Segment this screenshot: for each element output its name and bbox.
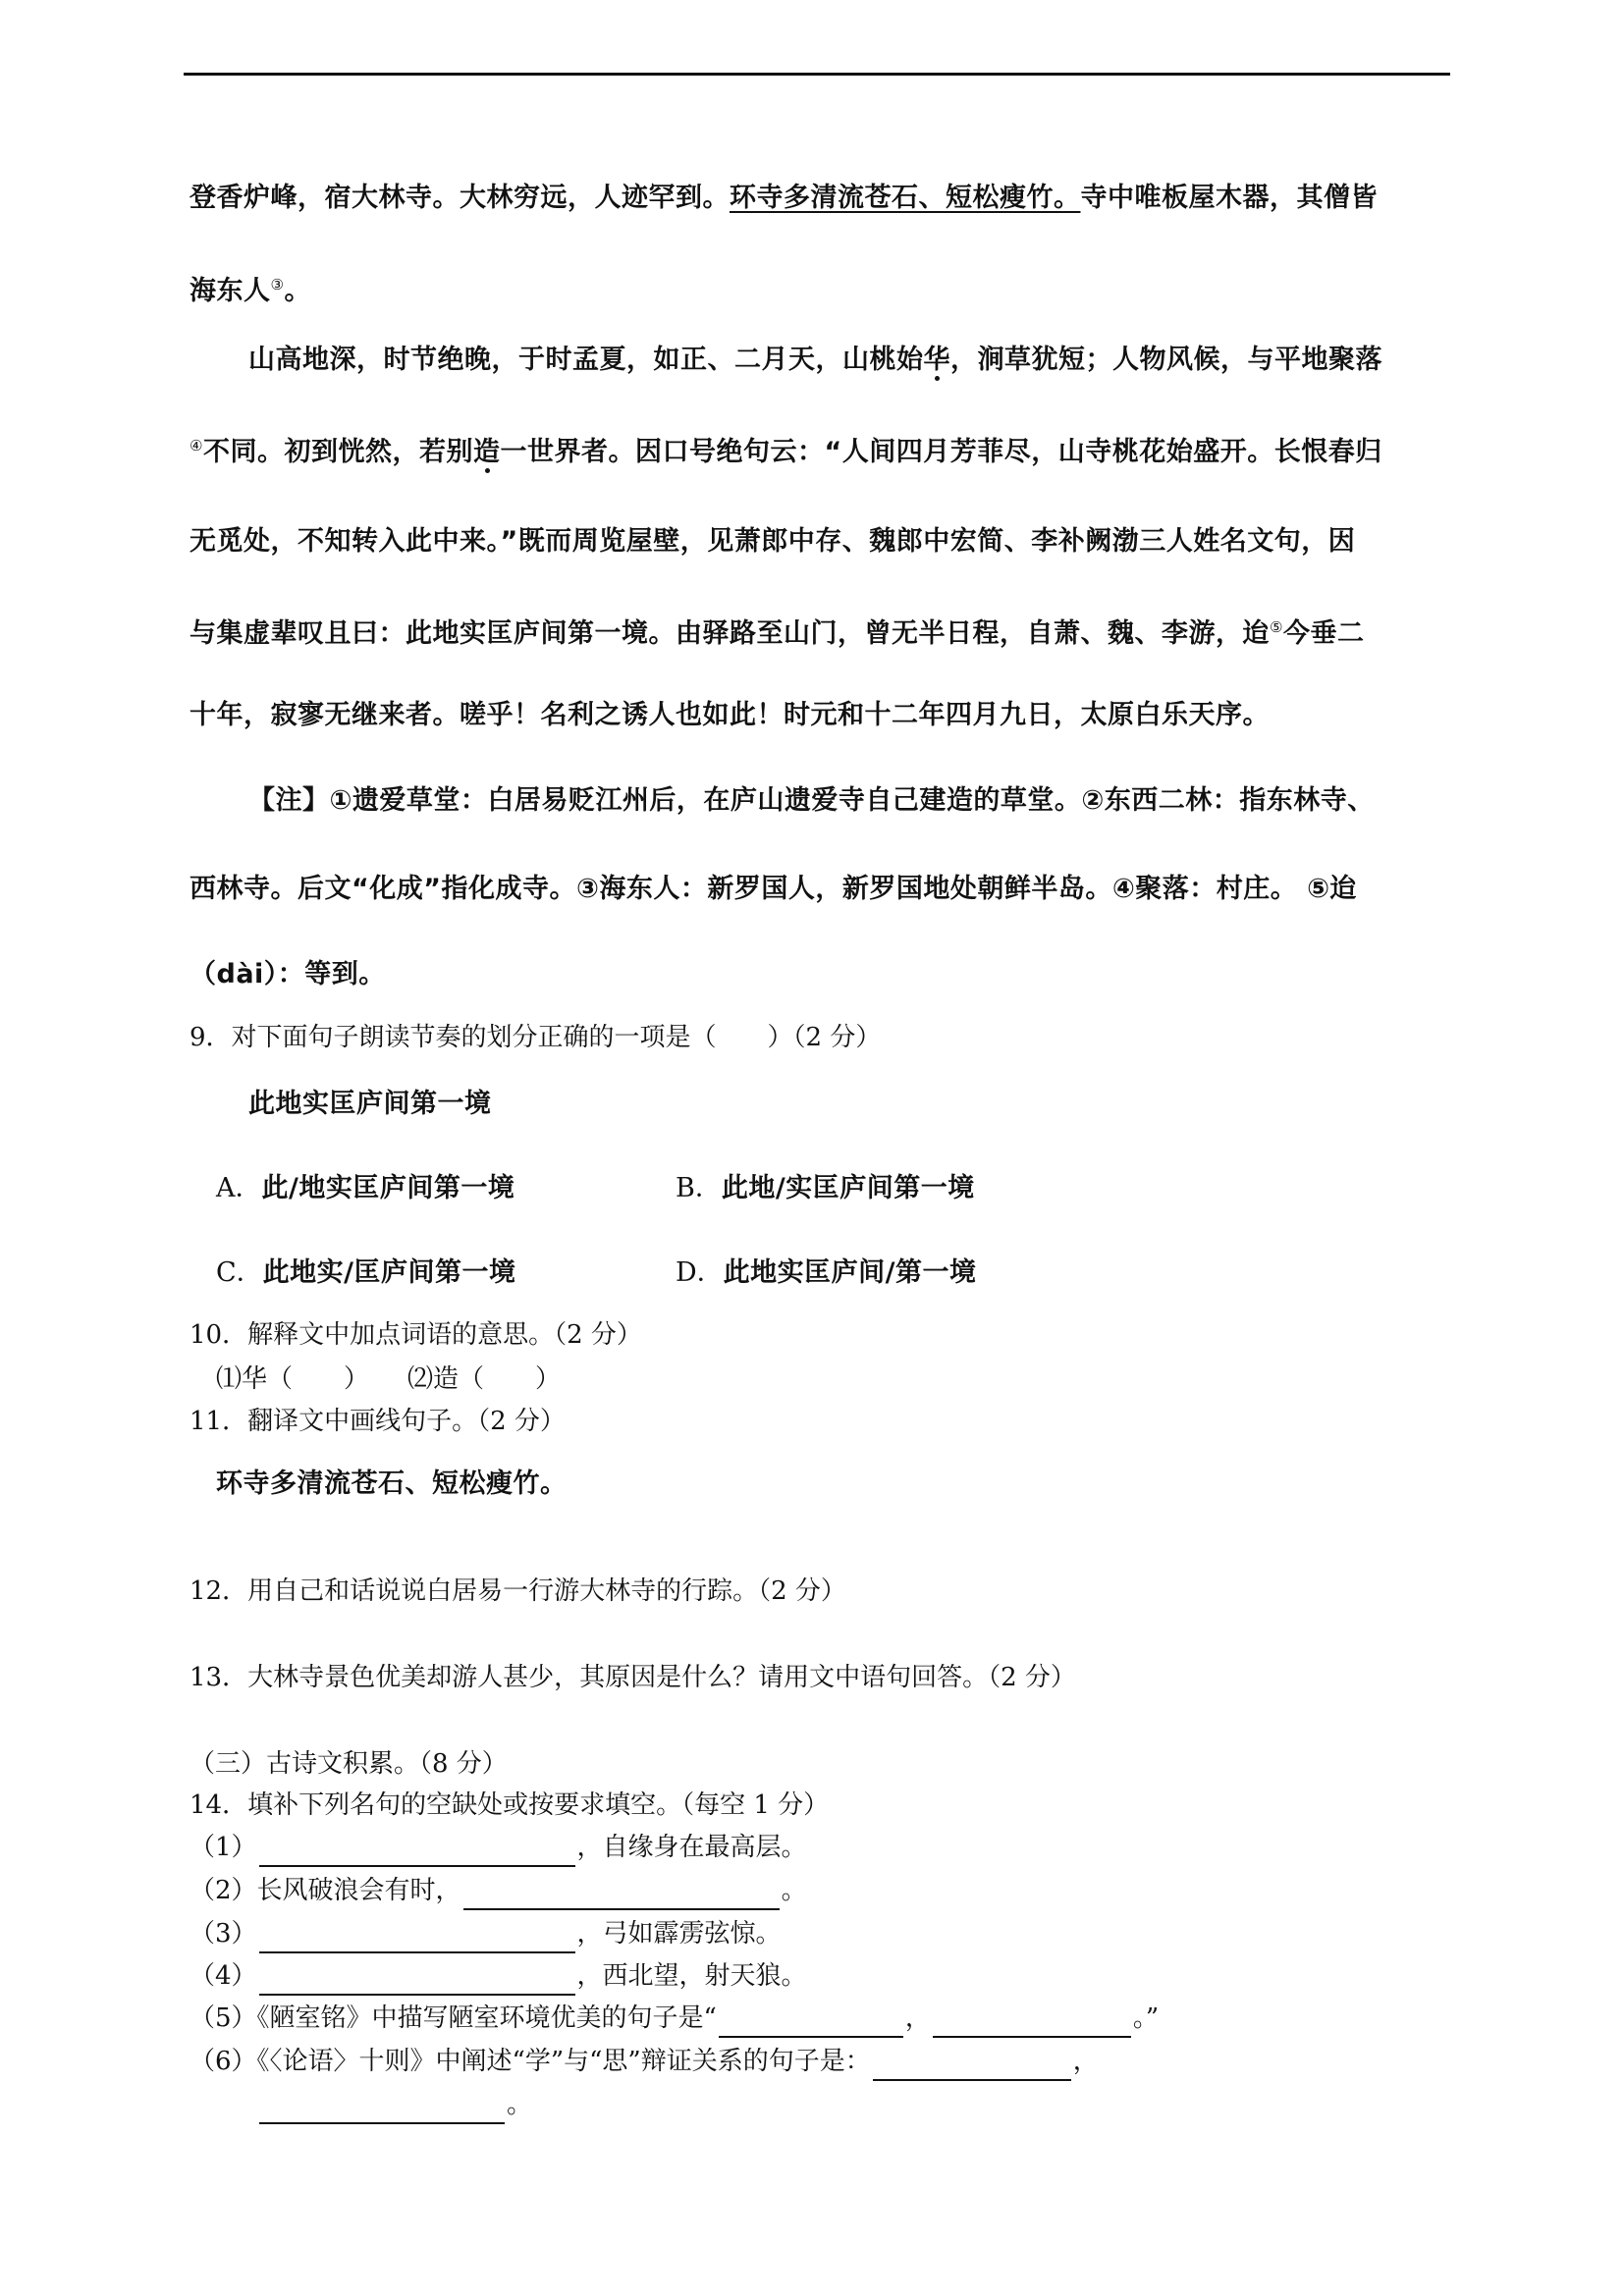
footnote-marker: ④ <box>189 437 203 454</box>
q9-option-d <box>676 1254 977 1293</box>
item-text: 。 <box>781 1876 807 1905</box>
answer-blank[interactable] <box>259 1922 575 1953</box>
header-rule <box>184 73 1450 76</box>
passage-text: ，涧草犹短；人物风候，与平地聚落 <box>950 345 1382 375</box>
option-text: 此地/实匡庐间第一境 <box>721 1173 975 1203</box>
option-text: 此地实/匡庐间第一境 <box>262 1257 516 1288</box>
option-text: 此/地实匡庐间第一境 <box>261 1173 515 1203</box>
item-number: （6） <box>189 2047 257 2076</box>
q13-stem: 13．大林寺景色优美却游人甚少，其原因是什么？请用文中语句回答。（2 分） <box>189 1663 1076 1692</box>
item-text: 《陋室铭》中描写陋室环境优美的句子是“ <box>256 2003 717 2033</box>
q9-sentence: 此地实匡庐间第一境 <box>248 1089 492 1119</box>
answer-blank[interactable] <box>719 2006 903 2038</box>
notes-line-2: 西林寺。后文“化成”指化成寺。③海东人：新罗国人，新罗国地处朝鲜半岛。④聚落：村庄。 ⑤迨 <box>189 874 1357 904</box>
q14-item-3 <box>189 1914 782 1953</box>
item-text: 《〈论语〉十则》中阐述“学”与“思”辩证关系的句子是： <box>256 2047 871 2076</box>
passage-line-1 <box>189 179 1378 218</box>
q14-item-1 <box>189 1828 807 1867</box>
passage-text: 。 <box>284 276 311 306</box>
answer-blank[interactable] <box>933 2006 1131 2038</box>
option-label: C． <box>216 1257 263 1288</box>
passage-text: 海东人 <box>189 276 271 306</box>
q14-item-6 <box>189 2042 1099 2081</box>
item-text: ，自缘身在最高层。 <box>576 1833 807 1862</box>
footnote-marker: ⑤ <box>1270 618 1283 636</box>
item-number: （5） <box>189 2003 257 2033</box>
q11-stem: 11．翻译文中画线句子。（2 分） <box>189 1407 566 1436</box>
option-text: 此地实匡庐间/第一境 <box>723 1257 977 1288</box>
item-text: ，西北望，射天狼。 <box>576 1961 807 1991</box>
q9-option-c <box>216 1254 516 1293</box>
notes-line-3: （dài）：等到。 <box>189 959 386 989</box>
item-number: （1） <box>189 1833 257 1862</box>
answer-blank[interactable] <box>259 1964 575 1996</box>
passage-text: 登香炉峰，宿大林寺。大林穷远，人迹罕到。 <box>189 183 730 213</box>
dotted-word-hua: 华 <box>923 345 950 375</box>
q9-stem: 9．对下面句子朗读节奏的划分正确的一项是（ ）（2 分） <box>189 1023 882 1052</box>
q12-stem: 12．用自己和话说说白居易一行游大林寺的行踪。（2 分） <box>189 1576 846 1606</box>
dotted-word-zao: 造 <box>472 437 501 467</box>
q14-item-2 <box>189 1871 807 1910</box>
option-label: D． <box>676 1257 724 1288</box>
q14-item-6-continued <box>257 2085 532 2124</box>
q11-sentence: 环寺多清流苍石、短松瘦竹。 <box>216 1468 568 1499</box>
passage-text: 一世界者。因口号绝句云：“人间四月芳菲尽，山寺桃花始盛开。长恨春归 <box>500 437 1382 467</box>
passage-line-3 <box>248 341 1382 380</box>
passage-text: 不同。初到恍然，若别 <box>202 437 473 467</box>
q10-stem: 10．解释文中加点词语的意思。（2 分） <box>189 1320 642 1350</box>
section-3-title: （三）古诗文积累。（8 分） <box>189 1749 508 1779</box>
item-text: 长风破浪会有时， <box>256 1876 461 1905</box>
footnote-marker: ③ <box>270 276 285 294</box>
answer-blank[interactable] <box>259 1836 575 1867</box>
passage-line-5: 无觅处，不知转入此中来。”既而周览屋壁，见萧郎中存、魏郎中宏简、李补阙渤三人姓名文句，因 <box>189 526 1356 557</box>
item-text: ， <box>1072 2047 1099 2076</box>
item-number: （3） <box>189 1919 257 1949</box>
q10-items: ⑴华（ ） ⑵造（ ） <box>216 1364 562 1394</box>
option-label: B． <box>676 1173 722 1203</box>
passage-line-6 <box>189 608 1364 654</box>
notes-line-1: 【注】①遗爱草堂：白居易贬江州后，在庐山遗爱寺自己建造的草堂。②东西二林：指东林寺、 <box>248 785 1375 816</box>
q14-stem: 14．填补下列名句的空缺处或按要求填空。（每空 1 分） <box>189 1790 830 1820</box>
underlined-sentence: 环寺多清流苍石、短松瘦竹。 <box>730 183 1081 213</box>
answer-blank[interactable] <box>873 2050 1071 2081</box>
passage-text: 今垂二 <box>1282 618 1365 649</box>
passage-text: 寺中唯板屋木器，其僧皆 <box>1080 183 1378 213</box>
item-text: ， <box>904 2003 931 2033</box>
passage-text: 山高地深，时节绝晚，于时孟夏，如正、二月天，山桃始 <box>248 345 924 375</box>
item-text: ，弓如霹雳弦惊。 <box>576 1919 782 1949</box>
q9-option-b <box>676 1169 975 1208</box>
item-number: （4） <box>189 1961 257 1991</box>
item-text: 。” <box>1132 2003 1160 2033</box>
passage-text: 与集虚辈叹且曰：此地实匡庐间第一境。由驿路至山门，曾无半日程，自萧、魏、李游，迨 <box>189 618 1270 649</box>
passage-line-7: 十年，寂寥无继来者。嗟乎！名利之诱人也如此！时元和十二年四月九日，太原白乐天序。 <box>189 700 1270 730</box>
passage-line-2 <box>189 265 311 311</box>
item-number: （2） <box>189 1876 257 1905</box>
answer-blank[interactable] <box>463 1879 780 1910</box>
option-label: A． <box>216 1173 262 1203</box>
item-text: 。 <box>507 2090 533 2119</box>
passage-line-4 <box>189 426 1382 472</box>
answer-blank[interactable] <box>259 2093 505 2124</box>
q14-item-5 <box>189 1999 1159 2038</box>
q9-option-a <box>216 1169 514 1208</box>
q14-item-4 <box>189 1956 807 1996</box>
